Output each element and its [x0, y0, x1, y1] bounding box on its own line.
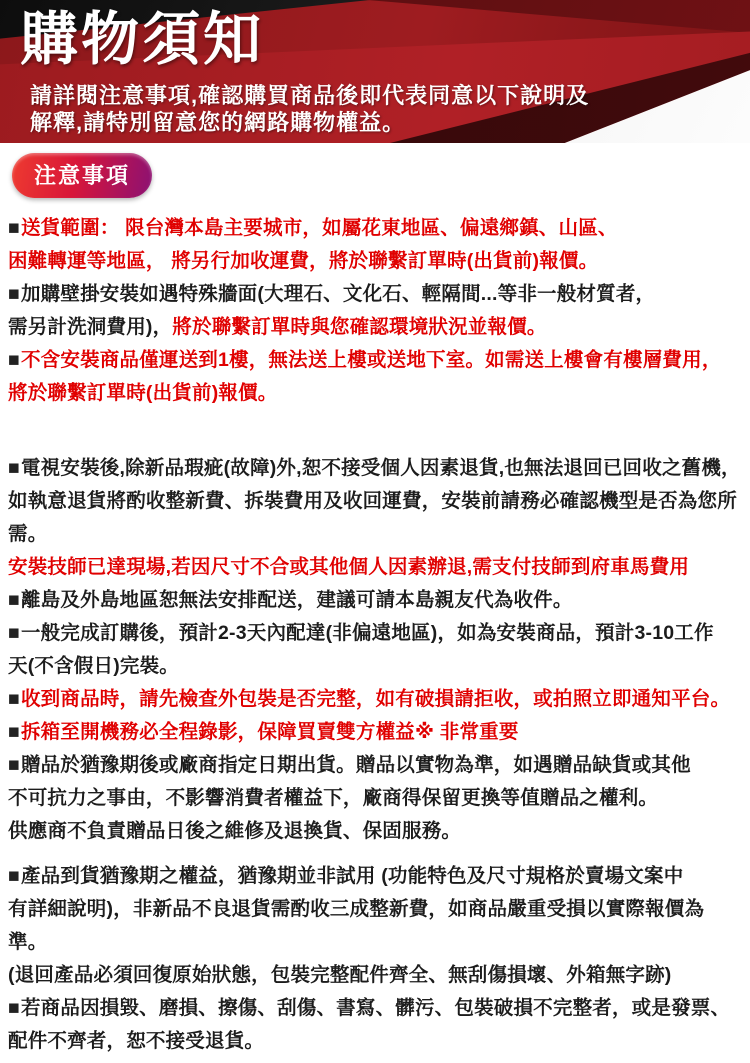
notice-badge: 注意事項 — [12, 153, 152, 198]
notice-item — [8, 992, 742, 1058]
notice-text-segment: 需另計洗洞費用)， — [8, 316, 173, 338]
notice-text-segment: 一般完成訂購後，預計2-3天內配達(非偏遠地區)，如為安裝商品，預計3-10工作 — [20, 622, 714, 644]
notice-item — [8, 683, 742, 716]
notice-text-segment: 不可抗力之事由，不影響消費者權益下，廠商得保留更換等值贈品之權利。 — [8, 787, 659, 809]
notice-item — [8, 344, 742, 410]
page-subtitle-line1: 請詳閱注意事項,確認購買商品後即代表同意以下說明及 — [30, 83, 590, 108]
notice-text-segment: 送貨範圍： 限台灣本島主要城市，如屬花東地區、偏遠鄉鎮、山區、 — [20, 217, 618, 239]
notice-text-segment: 配件不齊者，恕不接受退貨。 — [8, 1030, 265, 1052]
bullet-square-marker: ■ — [8, 622, 20, 644]
notice-text-segment: 若商品因損毀、磨損、擦傷、刮傷、書寫、髒污、包裝破損不完整者，或是發票、 — [20, 997, 731, 1019]
bullet-square-marker: ■ — [8, 457, 20, 479]
notice-item — [8, 212, 742, 278]
notice-text-segment: 收到商品時，請先檢查外包裝是否完整，如有破損請拒收，或拍照立即通知平台。 — [20, 688, 731, 710]
notice-item — [8, 278, 742, 344]
bullet-square-marker: ■ — [8, 217, 20, 239]
notice-text-segment: 產品到貨猶豫期之權益，猶豫期並非試用 (功能特色及尺寸規格於賣場文案中 — [20, 865, 684, 887]
notice-text-segment: 將於聯繫訂單時(出貨前)報價。 — [8, 382, 278, 404]
notice-text-segment: (退回產品必須回復原始狀態，包裝完整配件齊全、無刮傷損壞、外箱無字跡) — [8, 964, 672, 986]
notice-text-segment: 有詳細說明)，非新品不良退貨需酌收三成整新費，如商品嚴重受損以實際報價為準。 — [8, 898, 705, 953]
notice-text-segment: 天(不含假日)完裝。 — [8, 655, 179, 677]
notices-list — [0, 210, 750, 1058]
bullet-square-marker: ■ — [8, 349, 20, 371]
bullet-square-marker: ■ — [8, 754, 20, 776]
bullet-square-marker: ■ — [8, 283, 20, 305]
bullet-square-marker: ■ — [8, 589, 20, 611]
notice-text-segment: 離島及外島地區恕無法安排配送，建議可請本島親友代為收件。 — [20, 589, 573, 611]
notice-item — [8, 584, 742, 617]
notice-text-segment: 贈品於猶豫期後或廠商指定日期出貨。贈品以實物為準，如遇贈品缺貨或其他 — [20, 754, 691, 776]
notice-item — [8, 551, 742, 584]
page-subtitle-line2: 解釋,請特別留意您的網路購物權益。 — [30, 110, 406, 135]
notice-item — [8, 860, 742, 992]
page-subtitle — [30, 82, 589, 136]
notice-text-segment: 不含安裝商品僅運送到1樓，無法送上樓或送地下室。如需送上樓會有樓層費用， — [20, 349, 722, 371]
bullet-square-marker: ■ — [8, 997, 20, 1019]
bullet-square-marker: ■ — [8, 721, 20, 743]
notice-text-segment: 困難轉運等地區， 將另行加收運費，將於聯繫訂單時(出貨前)報價。 — [8, 250, 599, 272]
notice-text-segment: 拆箱至開機務必全程錄影，保障買賣雙方權益※ 非常重要 — [20, 721, 519, 743]
notice-text-segment: 將於聯繫訂單時與您確認環境狀況並報價。 — [172, 316, 547, 338]
bullet-square-marker: ■ — [8, 865, 20, 887]
notice-text-segment: 安裝技師已達現場,若因尺寸不合或其他個人因素辦退,需支付技師到府車馬費用 — [8, 556, 690, 578]
header-banner — [0, 0, 750, 143]
notice-text-segment: 如執意退貨將酌收整新費、拆裝費用及收回運費，安裝前請務必確認機型是否為您所需。 — [8, 490, 737, 545]
notice-item — [8, 617, 742, 683]
notice-text-segment: 加購壁掛安裝如遇特殊牆面(大理石、文化石、輕隔間...等非一般材質者， — [20, 283, 656, 305]
notice-text-segment: 電視安裝後,除新品瑕疵(故障)外,恕不接受個人因素退貨,也無法退回已回收之舊機， — [20, 457, 741, 479]
bullet-square-marker: ■ — [8, 688, 20, 710]
notice-item — [8, 716, 742, 749]
notice-item — [8, 452, 742, 551]
notice-item — [8, 749, 742, 848]
notice-text-segment: 供應商不負責贈品日後之維修及退換貨、保固服務。 — [8, 820, 462, 842]
page-title: 購物須知 — [20, 7, 265, 72]
